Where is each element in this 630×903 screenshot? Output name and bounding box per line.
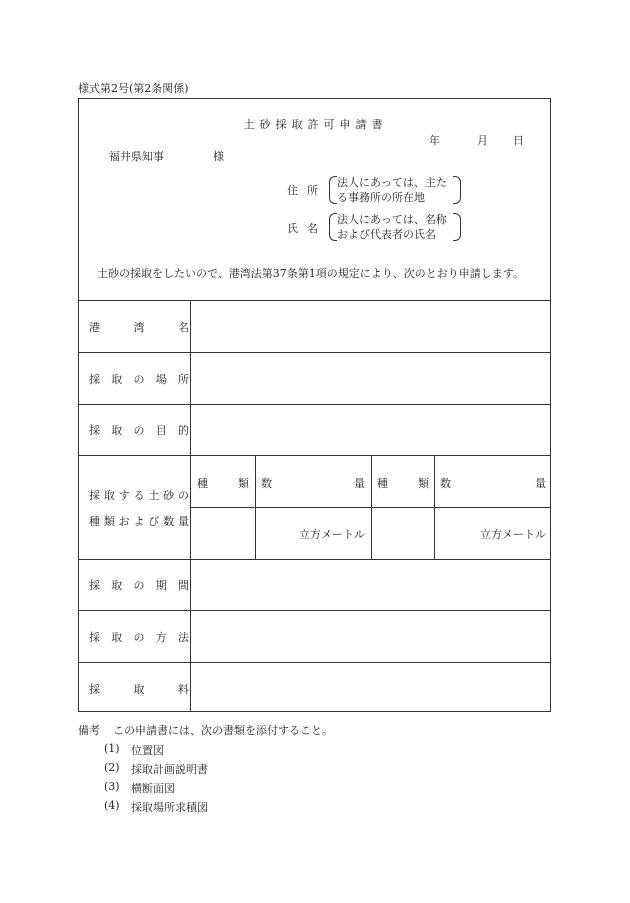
fee-char-2: 取 — [133, 683, 145, 696]
label-location-char-5: 所 — [178, 373, 189, 386]
fee-char-1: 採 — [89, 683, 100, 696]
label-soil-line-1-char-1: 採 — [89, 489, 100, 502]
label-port — [89, 319, 189, 335]
label-period-char-4: 期 — [155, 579, 167, 592]
kind-header-1-char-1: 種 — [197, 477, 208, 490]
label-soil-line-2-char-1: 種 — [89, 515, 100, 528]
label-location-char-4: 場 — [155, 373, 167, 386]
quantity-header-1-char-1: 数 — [261, 477, 272, 490]
label-period-char-1: 採 — [89, 579, 100, 592]
label-soil-line-2-char-6: 数 — [163, 515, 175, 528]
label-method-char-2: 取 — [111, 631, 123, 644]
name-label: 氏名 — [287, 222, 327, 235]
remarks-text: この申請書には、次の書類を添付すること。 — [113, 724, 333, 737]
unit-cubic-meter-1: 立方メートル — [299, 528, 365, 541]
method-input[interactable] — [191, 611, 551, 662]
date-year: 年 — [429, 134, 440, 147]
purpose-input[interactable] — [191, 405, 551, 455]
label-purpose — [89, 422, 189, 438]
label-location — [89, 371, 189, 387]
quantity-header-2-char-1: 数 — [440, 477, 451, 490]
remark-item-4: 採取場所求積図 — [131, 801, 208, 814]
label-location-char-3: の — [133, 373, 145, 386]
soil-quantity-input-2[interactable] — [435, 508, 551, 559]
form-number: 様式第2号(第2条関係) — [78, 82, 189, 95]
label-period-char-3: の — [133, 579, 145, 592]
date-month: 月 — [477, 134, 488, 147]
kind-header-2-char-2: 類 — [418, 477, 429, 490]
remark-num-1: (1) — [104, 742, 120, 755]
application-form — [78, 98, 551, 712]
label-purpose-char-5: 的 — [178, 424, 189, 437]
label-purpose-char-4: 目 — [155, 424, 167, 437]
label-soil-line-1-char-3: す — [118, 489, 130, 502]
address-bracket-right — [453, 176, 461, 204]
kind-header-2 — [377, 475, 429, 491]
label-soil-line-2-char-3: お — [118, 515, 130, 528]
address-bracket-left — [329, 176, 337, 204]
name-bracket-left — [329, 213, 337, 241]
remark-num-2: (2) — [104, 761, 120, 774]
label-method-char-1: 採 — [89, 631, 100, 644]
soil-kind-input-2[interactable] — [372, 508, 434, 559]
recipient: 福井県知事 — [109, 150, 164, 163]
label-soil-line-1-char-4: る — [133, 489, 145, 502]
label-purpose-char-3: の — [133, 424, 145, 437]
label-soil-line-1 — [89, 487, 189, 503]
remark-item-3: 横断面図 — [131, 782, 175, 795]
quantity-header-1 — [261, 475, 365, 491]
label-method-char-5: 法 — [178, 631, 189, 644]
remark-num-4: (4) — [104, 799, 120, 812]
remark-item-2: 採取計画説明書 — [131, 763, 208, 776]
label-method-char-4: 方 — [155, 631, 167, 644]
quantity-header-2 — [440, 475, 546, 491]
name-note-2: および代表者の氏名 — [337, 228, 436, 241]
label-period-char-2: 取 — [111, 579, 123, 592]
remarks-heading: 備考 — [78, 724, 100, 737]
recipient-suffix: 様 — [213, 150, 224, 163]
label-soil-line-2-char-4: よ — [133, 515, 145, 528]
label-purpose-char-2: 取 — [111, 424, 123, 437]
address-label: 住所 — [287, 184, 327, 197]
name-bracket-right — [453, 213, 461, 241]
name-note-1: 法人にあっては、名称 — [337, 213, 447, 226]
port-char-3: 名 — [178, 321, 189, 334]
label-fee — [89, 681, 189, 697]
label-soil-line-1-char-7: の — [177, 489, 189, 502]
location-input[interactable] — [191, 353, 551, 404]
address-note-2: る事務所の所在地 — [337, 191, 425, 204]
soil-kind-input-1[interactable] — [191, 508, 255, 559]
label-method — [89, 629, 189, 645]
kind-header-1 — [197, 475, 249, 491]
remark-num-3: (3) — [104, 780, 120, 793]
label-soil-line-1-char-5: 土 — [148, 489, 160, 502]
address-note-1: 法人にあっては、主た — [337, 176, 447, 189]
form-title: 土砂採取許可申請書 — [243, 118, 388, 131]
fee-char-3: 料 — [178, 683, 189, 696]
label-method-char-3: の — [133, 631, 145, 644]
label-period — [89, 577, 189, 593]
quantity-header-2-char-2: 量 — [535, 477, 546, 490]
label-soil-line-1-char-6: 砂 — [163, 489, 175, 502]
port-input[interactable] — [191, 301, 551, 352]
port-char-1: 港 — [89, 321, 100, 334]
label-location-char-2: 取 — [111, 373, 123, 386]
fee-input[interactable] — [191, 663, 551, 712]
kind-header-2-char-1: 種 — [377, 477, 388, 490]
label-location-char-1: 採 — [89, 373, 100, 386]
statement: 土砂の採取をしたいので、港湾法第37条第1項の規定により、次のとおり申請します。 — [97, 267, 524, 280]
unit-cubic-meter-2: 立方メートル — [480, 528, 546, 541]
soil-quantity-input-1[interactable] — [256, 508, 371, 559]
port-char-2: 湾 — [133, 321, 145, 334]
label-purpose-char-1: 採 — [89, 424, 100, 437]
label-period-char-5: 間 — [178, 579, 189, 592]
label-soil-line-2 — [89, 513, 189, 529]
remark-item-1: 位置図 — [131, 744, 164, 757]
label-soil-line-2-char-7: 量 — [177, 515, 189, 528]
label-soil-line-2-char-2: 類 — [103, 515, 115, 528]
period-input[interactable] — [191, 560, 551, 610]
label-soil-line-2-char-5: び — [148, 515, 160, 528]
quantity-header-1-char-2: 量 — [354, 477, 365, 490]
kind-header-1-char-2: 類 — [238, 477, 249, 490]
label-soil-line-1-char-2: 取 — [103, 489, 115, 502]
date-day: 日 — [513, 134, 524, 147]
